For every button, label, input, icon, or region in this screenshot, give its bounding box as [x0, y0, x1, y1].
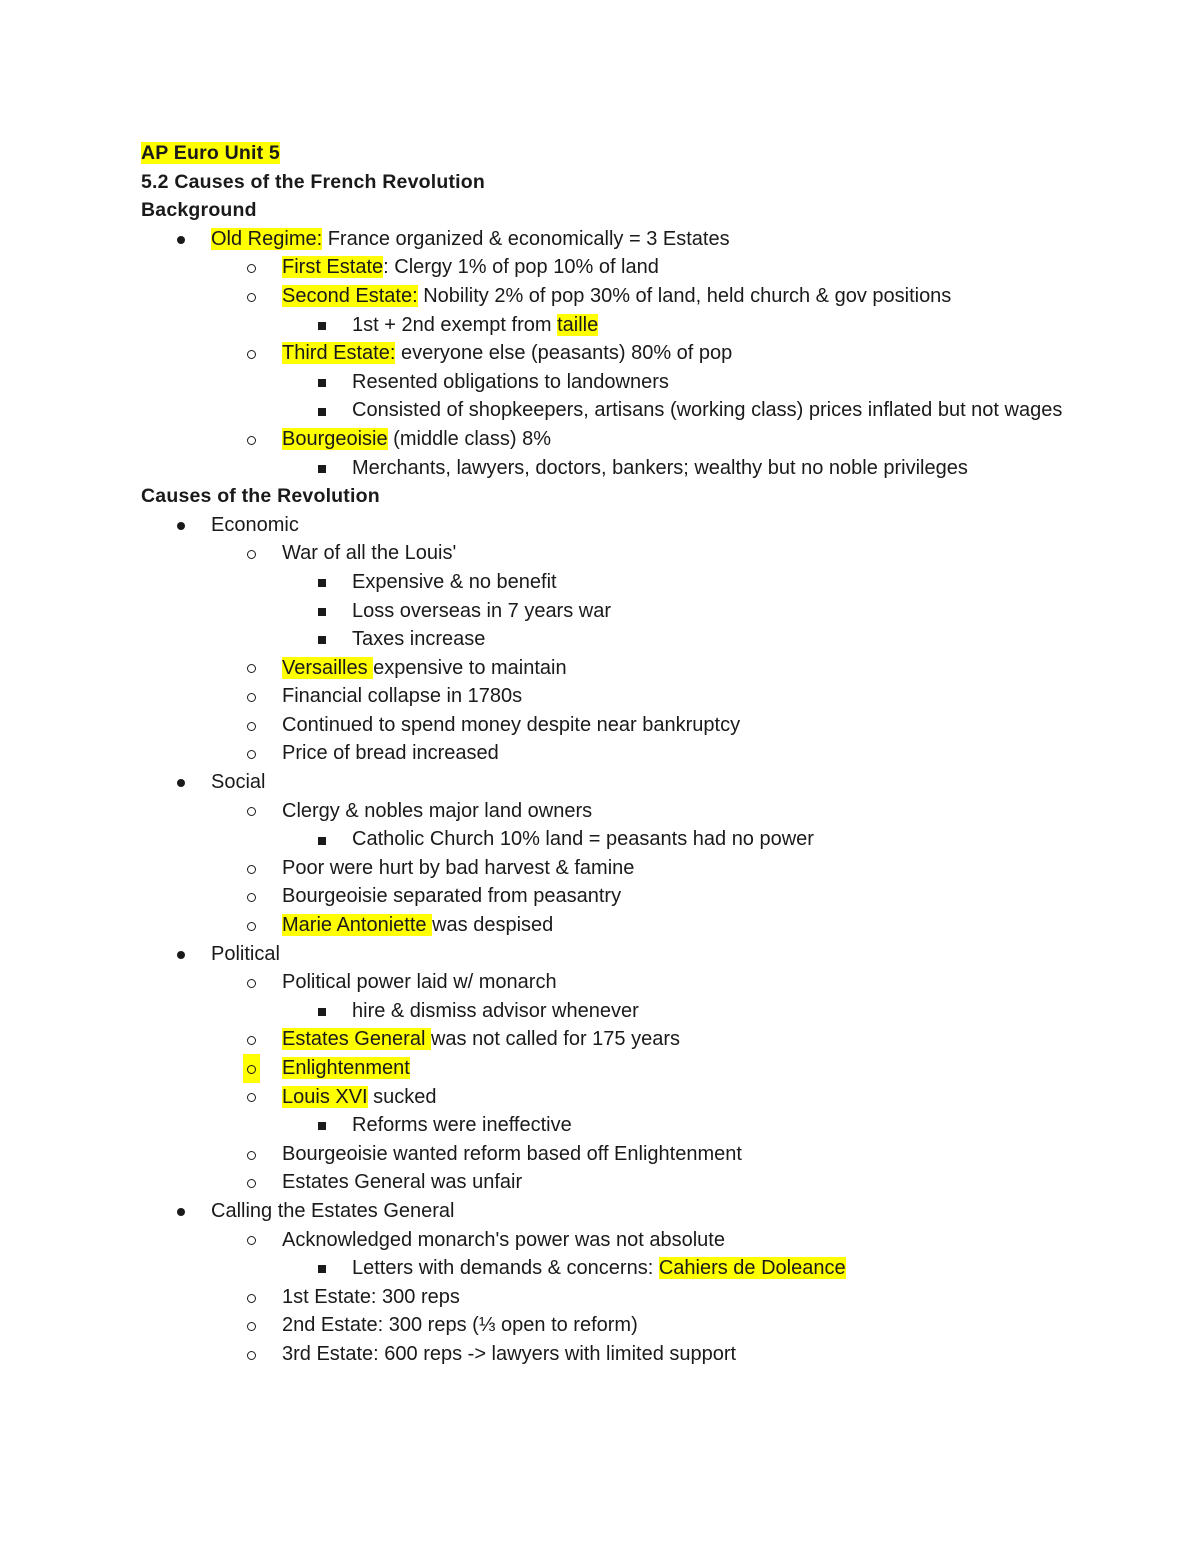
list-item	[141, 1140, 1141, 1169]
item-text: Political power laid w/ monarch	[282, 971, 557, 994]
square-bullet-icon	[318, 825, 326, 854]
disc-bullet-icon	[177, 1197, 185, 1226]
list-item	[141, 911, 1141, 940]
disc-bullet-icon	[177, 225, 185, 254]
list-item	[141, 1054, 1141, 1083]
disc-bullet-icon	[177, 768, 185, 797]
list-item	[141, 311, 1141, 340]
circle-bullet-icon	[247, 1083, 256, 1112]
circle-bullet-icon	[247, 1226, 256, 1255]
item-text: Acknowledged monarch's power was not absolute	[282, 1228, 725, 1251]
highlighted-term: Third Estate:	[282, 342, 396, 365]
list-item	[141, 282, 1141, 311]
item-text: 1st Estate: 300 reps	[282, 1285, 460, 1308]
square-bullet-icon	[318, 1111, 326, 1140]
circle-bullet-icon	[247, 1168, 256, 1197]
item-text: hire & dismiss advisor whenever	[352, 999, 639, 1022]
circle-bullet-icon	[247, 711, 256, 740]
square-bullet-icon	[318, 1254, 326, 1283]
list-item	[141, 854, 1141, 883]
item-text: France organized & economically = 3 Estates	[322, 227, 730, 250]
list-item	[141, 1283, 1141, 1312]
list-item	[141, 425, 1141, 454]
item-text: Economic	[211, 513, 299, 536]
square-bullet-icon	[318, 368, 326, 397]
circle-bullet-icon	[247, 882, 256, 911]
circle-bullet-icon	[247, 654, 256, 683]
list-item	[141, 997, 1141, 1026]
item-text: War of all the Louis'	[282, 542, 457, 565]
circle-bullet-icon	[247, 282, 256, 311]
circle-bullet-icon	[247, 1140, 256, 1169]
square-bullet-icon	[318, 396, 326, 425]
circle-bullet-icon	[247, 682, 256, 711]
list-item	[141, 825, 1141, 854]
item-text: : Clergy 1% of pop 10% of land	[383, 256, 659, 279]
item-text: Consisted of shopkeepers, artisans (working class) prices inflated but not wages	[352, 399, 1063, 422]
list-item	[141, 882, 1141, 911]
item-text: expensive to maintain	[373, 656, 567, 679]
list-item	[141, 396, 1141, 425]
square-bullet-icon	[318, 568, 326, 597]
item-text: Reforms were ineffective	[352, 1114, 572, 1137]
item-text: Bourgeoisie wanted reform based off Enlightenment	[282, 1142, 742, 1165]
item-text: 1st + 2nd exempt from	[352, 313, 558, 336]
highlighted-term: First Estate	[282, 256, 384, 279]
list-item	[141, 225, 1141, 254]
item-text: Clergy & nobles major land owners	[282, 799, 593, 822]
disc-bullet-icon	[177, 511, 185, 540]
circle-bullet-icon	[247, 1311, 256, 1340]
disc-bullet-icon	[177, 940, 185, 969]
highlighted-term: Cahiers de Doleance	[658, 1257, 846, 1280]
list-item	[141, 454, 1141, 483]
item-text: Catholic Church 10% land = peasants had no power	[352, 828, 814, 851]
item-text: Estates General was unfair	[282, 1171, 523, 1194]
list-item	[141, 739, 1141, 768]
highlighted-term: Versailles	[282, 656, 374, 679]
square-bullet-icon	[318, 454, 326, 483]
list-item	[141, 1254, 1141, 1283]
item-text: 3rd Estate: 600 reps -> lawyers with limited support	[282, 1342, 737, 1365]
list-item	[141, 682, 1141, 711]
section-heading: Background	[141, 199, 257, 222]
item-text: Expensive & no benefit	[352, 570, 557, 593]
item-text: (middle class) 8%	[387, 427, 552, 450]
circle-bullet-icon	[247, 968, 256, 997]
highlighted-term: Estates General	[282, 1028, 431, 1051]
list-item	[141, 253, 1141, 282]
list-item	[141, 1168, 1141, 1197]
item-text: Resented obligations to landowners	[352, 370, 669, 393]
list-item	[141, 711, 1141, 740]
document-title	[141, 139, 1141, 168]
item-text: 2nd Estate: 300 reps (⅓ open to reform)	[282, 1314, 638, 1337]
circle-bullet-icon	[247, 1025, 256, 1054]
item-text: Loss overseas in 7 years war	[352, 599, 612, 622]
circle-bullet-icon	[247, 911, 256, 940]
section-heading: Causes of the Revolution	[141, 485, 380, 508]
item-text: everyone else (peasants) 80% of pop	[395, 342, 733, 365]
circle-bullet-icon	[247, 854, 256, 883]
section-subtitle: 5.2 Causes of the French Revolution	[141, 170, 485, 193]
list-item	[141, 339, 1141, 368]
document-body	[141, 139, 1141, 1369]
item-text: sucked	[367, 1085, 437, 1108]
list-item	[141, 625, 1141, 654]
list-item	[141, 968, 1141, 997]
circle-bullet-icon	[247, 539, 256, 568]
item-text: was despised	[432, 914, 554, 937]
list-item	[141, 1111, 1141, 1140]
item-text: Merchants, lawyers, doctors, bankers; wealthy but no noble privileges	[352, 456, 968, 479]
list-item	[141, 654, 1141, 683]
highlighted-term: Louis XVI	[282, 1085, 368, 1108]
circle-bullet-icon	[247, 797, 256, 826]
list-item	[141, 1311, 1141, 1340]
square-bullet-icon	[318, 625, 326, 654]
list-item	[141, 1226, 1141, 1255]
list-item	[141, 1025, 1141, 1054]
highlighted-term: Second Estate:	[282, 284, 418, 307]
highlighted-term: Enlightenment	[282, 1057, 410, 1079]
list-item	[141, 539, 1141, 568]
item-text: was not called for 175 years	[430, 1028, 680, 1051]
list-item	[141, 368, 1141, 397]
highlighted-term: Old Regime:	[211, 227, 323, 250]
highlighted-term: Bourgeoisie	[282, 427, 388, 450]
item-text: Political	[211, 942, 280, 965]
highlighted-term: taille	[557, 313, 599, 336]
item-text: Price of bread increased	[282, 742, 499, 765]
list-item	[141, 940, 1141, 969]
list-item	[141, 768, 1141, 797]
highlighted-term: Marie Antoniette	[282, 914, 433, 937]
item-text: Calling the Estates General	[211, 1199, 455, 1222]
item-text: Taxes increase	[352, 628, 486, 651]
item-text: Social	[211, 771, 266, 794]
square-bullet-icon	[318, 311, 326, 340]
list-item	[141, 797, 1141, 826]
list-item	[141, 511, 1141, 540]
list-item	[141, 1083, 1141, 1112]
square-bullet-icon	[318, 597, 326, 626]
item-text: Bourgeoisie separated from peasantry	[282, 885, 622, 908]
item-text: Letters with demands & concerns:	[352, 1257, 659, 1280]
circle-bullet-icon	[247, 739, 256, 768]
circle-bullet-icon	[247, 1340, 256, 1369]
circle-bullet-icon	[247, 339, 256, 368]
list-item	[141, 1197, 1141, 1226]
circle-bullet-icon	[247, 425, 256, 454]
item-text: Financial collapse in 1780s	[282, 685, 523, 708]
list-item	[141, 1340, 1141, 1369]
notes-outline	[141, 196, 1141, 1368]
circle-bullet-icon	[247, 1283, 256, 1312]
item-text: Poor were hurt by bad harvest & famine	[282, 856, 635, 879]
list-item	[141, 597, 1141, 626]
circle-bullet-icon	[243, 1054, 260, 1083]
item-text: Nobility 2% of pop 30% of land, held church & gov positions	[417, 284, 952, 307]
circle-bullet-icon	[247, 253, 256, 282]
title-text: AP Euro Unit 5	[141, 142, 280, 164]
item-text: Continued to spend money despite near bankruptcy	[282, 713, 741, 736]
list-item	[141, 568, 1141, 597]
square-bullet-icon	[318, 997, 326, 1026]
